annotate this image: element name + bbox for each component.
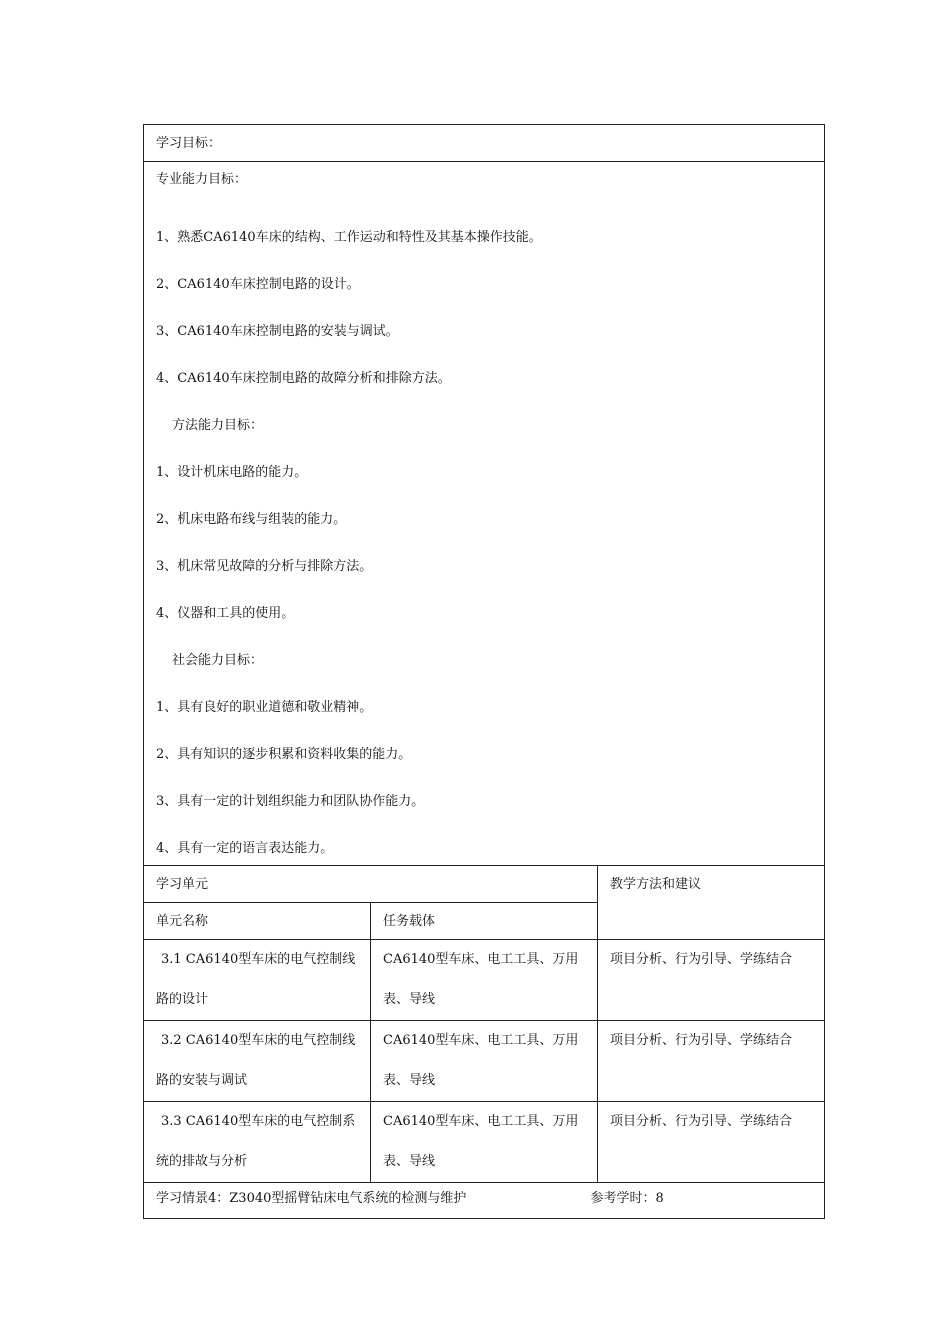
unit-carrier-cell: CA6140型车床、电工工具、万用表、导线 (371, 940, 598, 1021)
objective-item: 4、CA6140车床控制电路的故障分析和排除方法。 (156, 371, 451, 386)
objective-item: 2、具有知识的逐步积累和资料收集的能力。 (156, 747, 412, 762)
syllabus-table (143, 124, 825, 1219)
objective-item: 3、机床常见故障的分析与排除方法。 (156, 559, 373, 574)
unit-carrier-cell: CA6140型车床、电工工具、万用表、导线 (371, 1102, 598, 1183)
objective-item: 3、具有一定的计划组织能力和团队协作能力。 (156, 794, 425, 809)
objective-item: 1、熟悉CA6140车床的结构、工作运动和特性及其基本操作技能。 (156, 230, 542, 245)
unit-name-cell: 3.3 CA6140型车床的电气控制系统的排故与分析 (144, 1102, 371, 1183)
reference-hours: 参考学时：8 (590, 1191, 664, 1206)
col-header-unit-name: 单元名称 (144, 903, 371, 940)
objectives-cell (144, 162, 825, 866)
unit-method-cell: 项目分析、行为引导、学练结合 (598, 1021, 825, 1102)
teaching-method-header: 教学方法和建议 (598, 866, 825, 940)
scenario-footer (144, 1183, 825, 1219)
objective-item: 2、机床电路布线与组装的能力。 (156, 512, 347, 527)
table-row (144, 1102, 825, 1183)
objective-item: 4、具有一定的语言表达能力。 (156, 841, 334, 856)
objective-item: 3、CA6140车床控制电路的安装与调试。 (156, 324, 399, 339)
table-row (144, 1021, 825, 1102)
method-title: 方法能力目标： (172, 418, 264, 433)
social-title: 社会能力目标： (172, 653, 264, 668)
unit-method-cell: 项目分析、行为引导、学练结合 (598, 1102, 825, 1183)
unit-method-cell: 项目分析、行为引导、学练结合 (598, 940, 825, 1021)
objective-item: 4、仪器和工具的使用。 (156, 606, 295, 621)
professional-title: 专业能力目标： (156, 172, 248, 187)
objective-item: 2、CA6140车床控制电路的设计。 (156, 277, 360, 292)
scenario-title: 学习情景4：Z3040型摇臂钻床电气系统的检测与维护 (156, 1191, 467, 1206)
learning-goal-header: 学习目标： (144, 125, 825, 162)
unit-name-cell: 3.1 CA6140型车床的电气控制线路的设计 (144, 940, 371, 1021)
units-section-label: 学习单元 (144, 866, 598, 903)
col-header-carrier: 任务载体 (371, 903, 598, 940)
objective-item: 1、具有良好的职业道德和敬业精神。 (156, 700, 373, 715)
unit-carrier-cell: CA6140型车床、电工工具、万用表、导线 (371, 1021, 598, 1102)
unit-name-cell: 3.2 CA6140型车床的电气控制线路的安装与调试 (144, 1021, 371, 1102)
table-row (144, 940, 825, 1021)
objective-item: 1、设计机床电路的能力。 (156, 465, 308, 480)
